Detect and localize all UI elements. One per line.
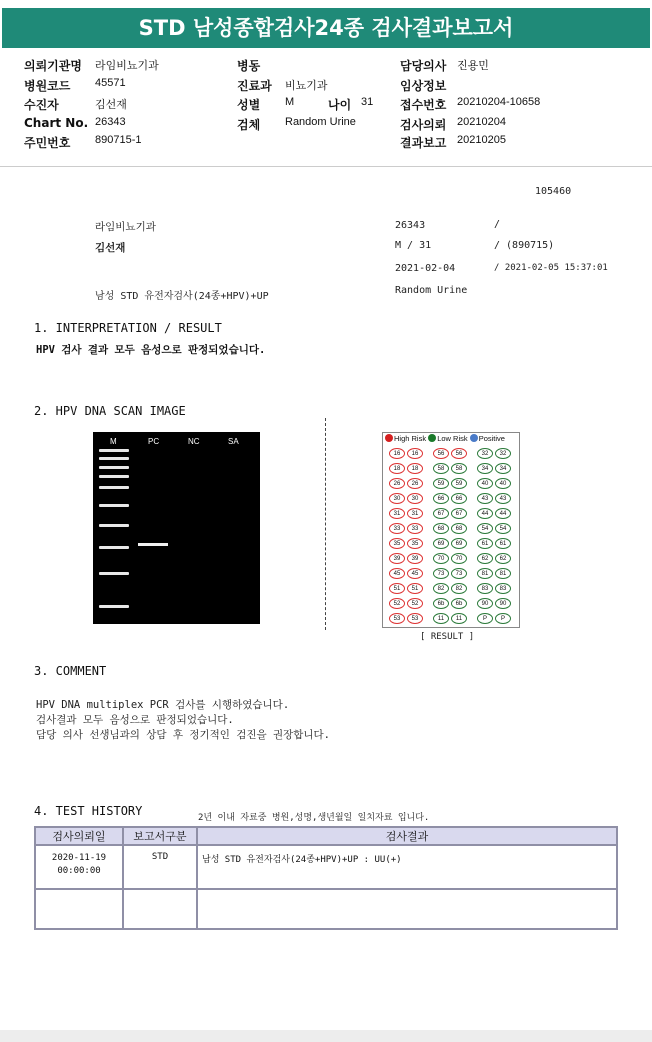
info-date2: / 2021-02-05 15:37:01 bbox=[494, 263, 608, 273]
title-bar bbox=[0, 0, 652, 52]
history-time: 00:00:00 bbox=[57, 866, 101, 876]
hpv-type-cell: P bbox=[477, 613, 493, 624]
history-col-date: 검사의뢰일 bbox=[35, 827, 123, 845]
hpv-type-cell: 51 bbox=[389, 583, 405, 594]
label-clinical-info: 임상정보 bbox=[400, 79, 447, 93]
label-department: 진료과 bbox=[237, 79, 272, 93]
history-cell-empty bbox=[123, 889, 197, 929]
history-col-result: 검사결과 bbox=[197, 827, 617, 845]
hpv-type-cell: 33 bbox=[407, 523, 423, 534]
pc-band bbox=[138, 543, 168, 546]
footer-bar bbox=[0, 1030, 652, 1042]
hpv-type-cell: 39 bbox=[407, 553, 423, 564]
table-row bbox=[35, 889, 617, 929]
value-request-date: 20210204 bbox=[457, 116, 506, 128]
info-birth: / (890715) bbox=[494, 240, 555, 251]
hpv-type-cell: 62 bbox=[495, 553, 511, 564]
hpv-type-cell: 45 bbox=[407, 568, 423, 579]
hpv-type-cell: 32 bbox=[477, 448, 493, 459]
hpv-type-cell: 90 bbox=[495, 598, 511, 609]
hpv-type-cell: 82 bbox=[433, 583, 449, 594]
hpv-type-cell: 6b bbox=[433, 598, 449, 609]
info-chart: 26343 bbox=[395, 220, 426, 231]
hpv-type-cell: 70 bbox=[451, 553, 467, 564]
value-resident-no: 890715-1 bbox=[95, 134, 142, 146]
marker-band bbox=[99, 457, 129, 460]
hpv-type-cell: 33 bbox=[389, 523, 405, 534]
hpv-type-cell: 32 bbox=[495, 448, 511, 459]
label-request-date: 검사의뢰 bbox=[400, 118, 447, 132]
gel-lane-sa: SA bbox=[228, 437, 239, 446]
hpv-type-cell: 11 bbox=[433, 613, 449, 624]
hpv-type-cell: 26 bbox=[407, 478, 423, 489]
label-ward: 병동 bbox=[237, 59, 261, 73]
comment-line-2: 검사결과 모두 음성으로 판정되었습니다. bbox=[36, 714, 234, 726]
hpv-type-cell: 53 bbox=[407, 613, 423, 624]
marker-band bbox=[99, 572, 129, 575]
value-requesting-institution: 라임비뇨기과 bbox=[95, 60, 159, 72]
hpv-type-cell: 73 bbox=[451, 568, 467, 579]
label-report-date: 결과보고 bbox=[400, 136, 447, 150]
hpv-type-cell: 40 bbox=[477, 478, 493, 489]
report-title: STD 남성종합검사24종 검사결과보고서 bbox=[2, 8, 650, 48]
marker-band bbox=[99, 466, 129, 469]
hpv-type-cell: 61 bbox=[477, 538, 493, 549]
info-date1: 2021-02-04 bbox=[395, 263, 456, 274]
section-1-text: HPV 검사 결과 모두 음성으로 판정되었습니다. bbox=[36, 344, 266, 356]
hpv-type-cell: 81 bbox=[495, 568, 511, 579]
hpv-type-cell: 43 bbox=[477, 493, 493, 504]
hpv-type-cell: 82 bbox=[451, 583, 467, 594]
hpv-scan-grid bbox=[382, 432, 520, 628]
hpv-type-cell: 51 bbox=[407, 583, 423, 594]
history-cell-result: 남성 STD 유전자검사(24종+HPV)+UP : UU(+) bbox=[197, 845, 617, 889]
info-slash: / bbox=[494, 219, 501, 230]
section-4-title: 4. TEST HISTORY bbox=[34, 804, 143, 818]
hpv-type-cell: 16 bbox=[407, 448, 423, 459]
hpv-type-cell: 69 bbox=[451, 538, 467, 549]
hpv-type-cell: 44 bbox=[477, 508, 493, 519]
info-specimen: Random Urine bbox=[395, 285, 468, 296]
marker-band bbox=[99, 486, 129, 489]
hpv-type-cell: 53 bbox=[389, 613, 405, 624]
positive-dot-icon bbox=[470, 434, 478, 442]
history-note: 2년 이내 자료중 병원,성명,생년월일 일치자료 입니다. bbox=[198, 813, 430, 823]
history-col-type: 보고서구분 bbox=[123, 827, 197, 845]
value-doctor: 진용민 bbox=[457, 60, 489, 72]
hpv-type-cell: 34 bbox=[495, 463, 511, 474]
hpv-type-cell: 83 bbox=[495, 583, 511, 594]
hpv-type-cell: 52 bbox=[407, 598, 423, 609]
section-3-title: 3. COMMENT bbox=[34, 664, 107, 678]
table-row bbox=[35, 845, 617, 889]
report-number: 105460 bbox=[535, 186, 572, 197]
value-hospital-code: 45571 bbox=[95, 77, 126, 89]
hpv-type-cell: 81 bbox=[477, 568, 493, 579]
hpv-type-cell: P bbox=[495, 613, 511, 624]
gel-lane-pc: PC bbox=[148, 437, 160, 446]
hpv-type-cell: 66 bbox=[433, 493, 449, 504]
hpv-type-cell: 31 bbox=[407, 508, 423, 519]
hpv-type-cell: 43 bbox=[495, 493, 511, 504]
label-specimen: 검체 bbox=[237, 118, 261, 132]
hpv-type-cell: 90 bbox=[477, 598, 493, 609]
label-requesting-institution: 의뢰기관명 bbox=[24, 59, 82, 73]
hpv-type-cell: 18 bbox=[389, 463, 405, 474]
info-hospital: 라임비뇨기과 bbox=[95, 221, 156, 233]
hpv-type-cell: 61 bbox=[495, 538, 511, 549]
hpv-type-cell: 26 bbox=[389, 478, 405, 489]
hpv-type-cell: 70 bbox=[433, 553, 449, 564]
label-age: 나이 bbox=[328, 98, 352, 112]
marker-band bbox=[99, 524, 129, 527]
hpv-type-cell: 67 bbox=[433, 508, 449, 519]
hpv-type-cell: 59 bbox=[451, 478, 467, 489]
marker-band bbox=[99, 449, 129, 452]
hpv-type-cell: 35 bbox=[389, 538, 405, 549]
patient-header bbox=[0, 52, 652, 167]
label-doctor: 담당의사 bbox=[400, 59, 447, 73]
history-cell-date bbox=[35, 845, 123, 889]
history-table bbox=[34, 826, 618, 930]
value-age: 31 bbox=[361, 96, 374, 108]
history-cell-type: STD bbox=[123, 845, 197, 889]
info-test-name: 남성 STD 유전자검사(24종+HPV)+UP bbox=[95, 291, 269, 302]
divider bbox=[325, 418, 326, 630]
hpv-type-cell: 62 bbox=[477, 553, 493, 564]
low-risk-dot-icon bbox=[428, 434, 436, 442]
history-cell-empty bbox=[197, 889, 617, 929]
label-patient: 수진자 bbox=[24, 98, 59, 112]
high-risk-dot-icon bbox=[385, 434, 393, 442]
hpv-type-cell: 58 bbox=[451, 463, 467, 474]
hpv-type-cell: 58 bbox=[433, 463, 449, 474]
marker-band bbox=[99, 605, 129, 608]
hpv-type-cell: 56 bbox=[433, 448, 449, 459]
hpv-type-cell: 59 bbox=[433, 478, 449, 489]
gel-image bbox=[93, 432, 260, 624]
result-label: [ RESULT ] bbox=[420, 632, 475, 642]
hpv-type-cell: 44 bbox=[495, 508, 511, 519]
hpv-type-cell: 31 bbox=[389, 508, 405, 519]
value-sex: M bbox=[285, 96, 295, 108]
marker-band bbox=[99, 475, 129, 478]
section-2-title: 2. HPV DNA SCAN IMAGE bbox=[34, 404, 186, 418]
hpv-type-cell: 54 bbox=[495, 523, 511, 534]
hpv-type-cell: 68 bbox=[433, 523, 449, 534]
value-patient: 김선재 bbox=[95, 99, 127, 111]
history-date: 2020-11-19 bbox=[51, 853, 107, 863]
label-receipt-no: 접수번호 bbox=[400, 98, 447, 112]
hpv-type-cell: 34 bbox=[477, 463, 493, 474]
scan-legend bbox=[385, 434, 505, 443]
info-name: 김선재 bbox=[95, 242, 126, 254]
value-specimen: Random Urine bbox=[285, 116, 356, 128]
hpv-type-cell: 73 bbox=[433, 568, 449, 579]
hpv-type-cell: 54 bbox=[477, 523, 493, 534]
marker-band bbox=[99, 504, 129, 507]
comment-line-1: HPV DNA multiplex PCR 검사를 시행하였습니다. bbox=[36, 699, 290, 711]
hpv-type-cell: 68 bbox=[451, 523, 467, 534]
value-receipt-no: 20210204-10658 bbox=[457, 96, 541, 108]
value-report-date: 20210205 bbox=[457, 134, 506, 146]
hpv-type-cell: 16 bbox=[389, 448, 405, 459]
hpv-type-cell: 56 bbox=[451, 448, 467, 459]
hpv-type-cell: 39 bbox=[389, 553, 405, 564]
hpv-type-cell: 35 bbox=[407, 538, 423, 549]
label-hospital-code: 병원코드 bbox=[24, 79, 71, 93]
hpv-type-cell: 66 bbox=[451, 493, 467, 504]
legend-positive: Positive bbox=[478, 434, 505, 443]
legend-low-risk: Low Risk bbox=[437, 434, 468, 443]
gel-lane-m: M bbox=[110, 437, 117, 446]
marker-band bbox=[99, 546, 129, 549]
hpv-type-cell: 30 bbox=[407, 493, 423, 504]
value-department: 비뇨기과 bbox=[285, 80, 328, 92]
label-sex: 성별 bbox=[237, 98, 261, 112]
value-chart-no: 26343 bbox=[95, 116, 126, 128]
hpv-type-cell: 67 bbox=[451, 508, 467, 519]
info-sex-age: M / 31 bbox=[395, 240, 432, 251]
hpv-type-cell: 40 bbox=[495, 478, 511, 489]
section-1-title: 1. INTERPRETATION / RESULT bbox=[34, 321, 222, 335]
hpv-type-cell: 52 bbox=[389, 598, 405, 609]
hpv-type-cell: 30 bbox=[389, 493, 405, 504]
history-header-row bbox=[35, 827, 617, 845]
history-cell-empty bbox=[35, 889, 123, 929]
legend-high-risk: High Risk bbox=[394, 434, 427, 443]
hpv-type-cell: 69 bbox=[433, 538, 449, 549]
comment-line-3: 담당 의사 선생님과의 상담 후 정기적인 검진을 권장합니다. bbox=[36, 729, 331, 741]
label-chart-no: Chart No. bbox=[24, 116, 89, 130]
label-resident-no: 주민번호 bbox=[24, 136, 71, 150]
hpv-type-cell: 18 bbox=[407, 463, 423, 474]
hpv-type-cell: 83 bbox=[477, 583, 493, 594]
gel-lane-nc: NC bbox=[188, 437, 200, 446]
hpv-type-cell: 45 bbox=[389, 568, 405, 579]
hpv-type-cell: 11 bbox=[451, 613, 467, 624]
hpv-type-cell: 6b bbox=[451, 598, 467, 609]
